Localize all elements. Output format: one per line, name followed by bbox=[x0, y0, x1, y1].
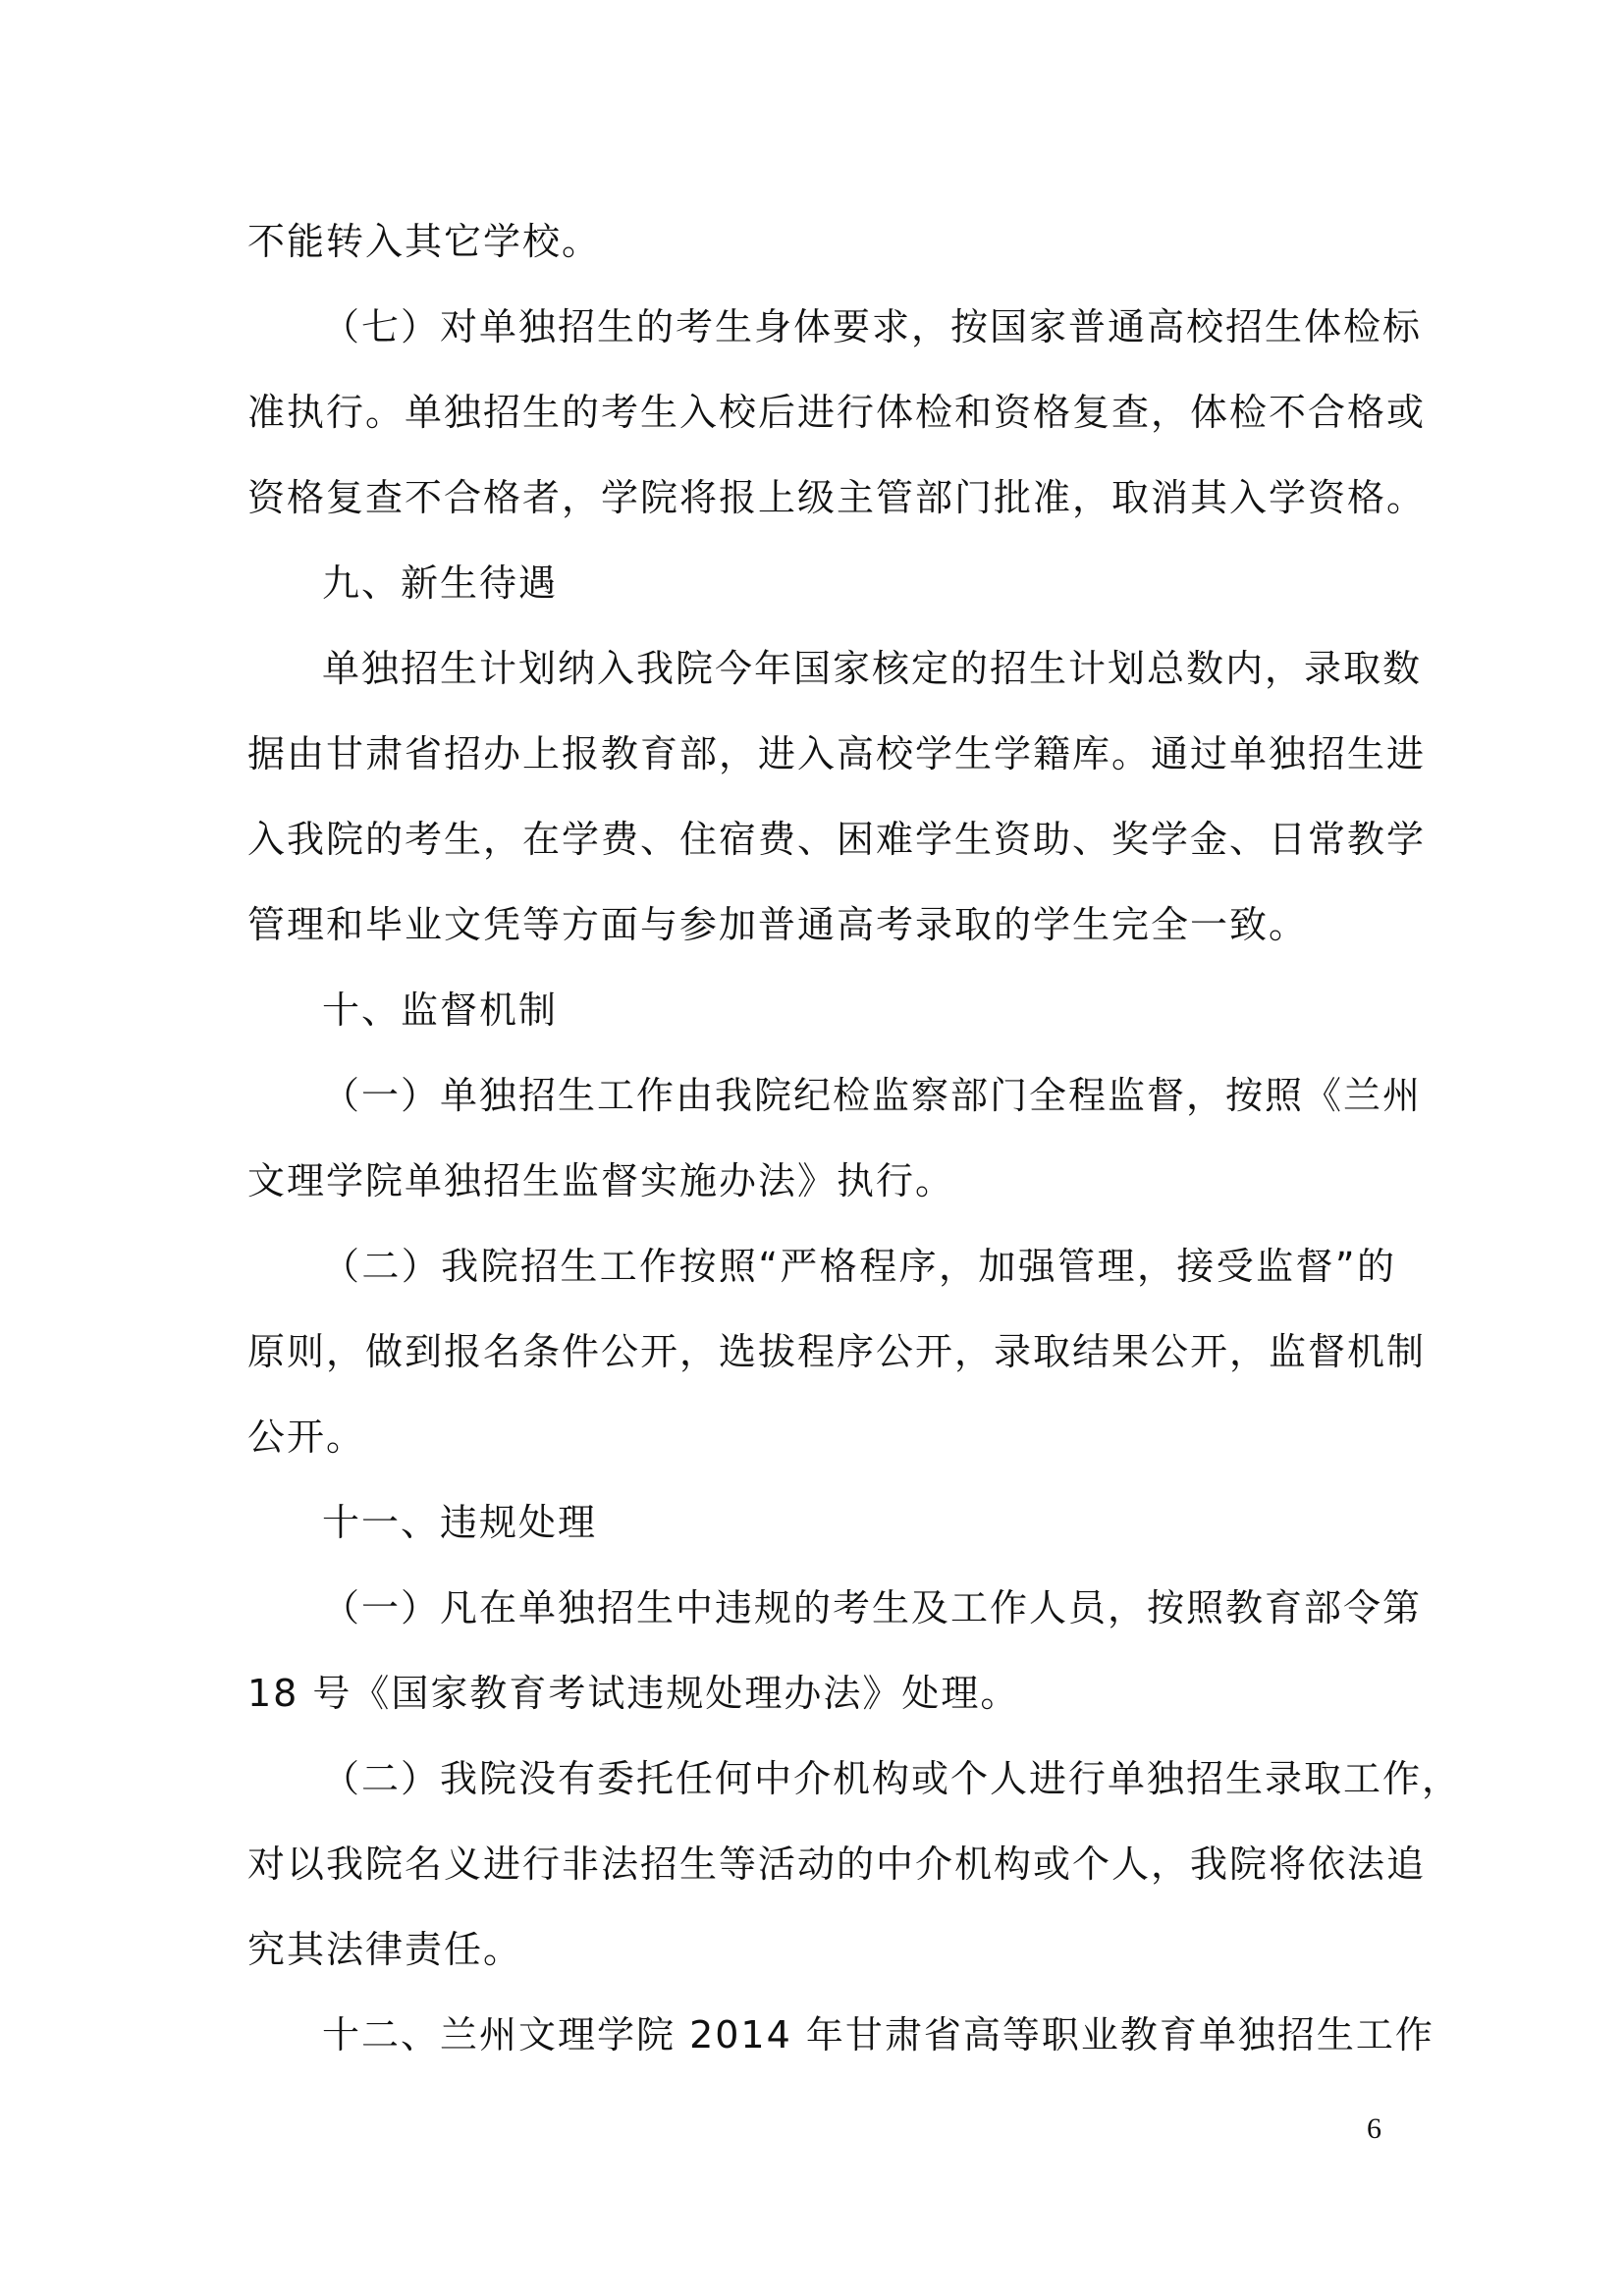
text-line-4: 资格复查不合格者，学院将报上级主管部门批准，取消其入学资格。 bbox=[247, 476, 1427, 519]
text-line-2: （七）对单独招生的考生身体要求，按国家普通高校招生体检标 bbox=[322, 305, 1423, 348]
text-line-20: 对以我院名义进行非法招生等活动的中介机构或个人，我院将依法追 bbox=[247, 1842, 1427, 1886]
section-heading-9: 九、新生待遇 bbox=[322, 561, 559, 605]
section-heading-12: 十二、兰州文理学院 2014 年甘肃省高等职业教育单独招生工作 bbox=[322, 2013, 1435, 2056]
text-line-11: （一）单独招生工作由我院纪检监察部门全程监督，按照《兰州 bbox=[322, 1074, 1423, 1117]
text-line-15: 公开。 bbox=[247, 1415, 366, 1459]
text-line-7: 据由甘肃省招办上报教育部，进入高校学生学籍库。通过单独招生进 bbox=[247, 732, 1427, 775]
text-line-12: 文理学院单独招生监督实施办法》执行。 bbox=[247, 1159, 955, 1202]
text-line-17: （一）凡在单独招生中违规的考生及工作人员，按照教育部令第 bbox=[322, 1586, 1423, 1629]
text-line-1: 不能转入其它学校。 bbox=[247, 220, 602, 263]
text-line-21: 究其法律责任。 bbox=[247, 1928, 523, 1971]
text-line-18: 18 号《国家教育考试违规处理办法》处理。 bbox=[247, 1672, 1020, 1715]
section-heading-10: 十、监督机制 bbox=[322, 988, 559, 1032]
page-number: 6 bbox=[1367, 2112, 1381, 2145]
text-line-8: 入我院的考生，在学费、住宿费、困难学生资助、奖学金、日常教学 bbox=[247, 818, 1427, 861]
text-line-14: 原则，做到报名条件公开，选拔程序公开，录取结果公开，监督机制 bbox=[247, 1330, 1427, 1373]
text-line-6: 单独招生计划纳入我院今年国家核定的招生计划总数内，录取数 bbox=[322, 647, 1423, 690]
text-line-9: 管理和毕业文凭等方面与参加普通高考录取的学生完全一致。 bbox=[247, 903, 1309, 946]
text-line-3: 准执行。单独招生的考生入校后进行体检和资格复查，体检不合格或 bbox=[247, 391, 1427, 434]
text-line-19: （二）我院没有委托任何中介机构或个人进行单独招生录取工作， bbox=[322, 1757, 1462, 1800]
text-line-13: （二）我院招生工作按照“严格程序，加强管理，接受监督”的 bbox=[322, 1245, 1396, 1288]
section-heading-11: 十一、违规处理 bbox=[322, 1501, 598, 1544]
